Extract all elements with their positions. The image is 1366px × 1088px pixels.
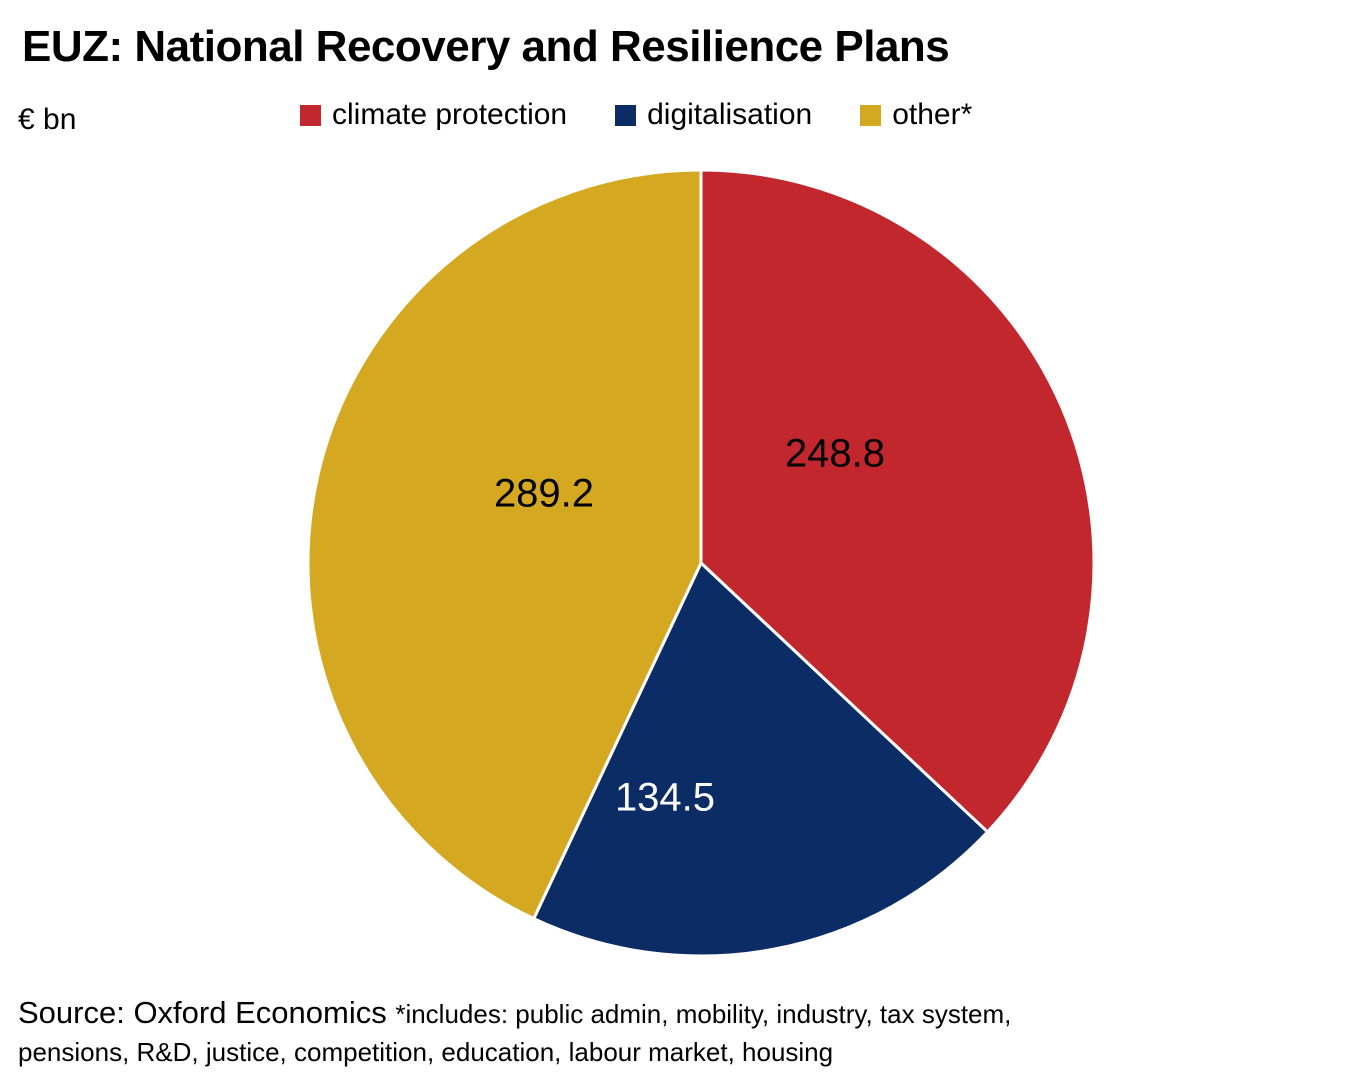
pie-chart-svg — [306, 168, 1096, 958]
legend-item-digitalisation[interactable] — [615, 100, 812, 130]
source-note-line-2: pensions, R&D, justice, competition, education, labour market, housing — [18, 1037, 834, 1067]
legend-item-other[interactable] — [860, 100, 972, 130]
legend-label-digitalisation: digitalisation — [647, 98, 813, 131]
pie-slice-group — [308, 170, 1094, 956]
source-text: Source: Oxford Economics — [18, 995, 387, 1030]
pie-value-label-other-: 289.2 — [493, 471, 595, 516]
chart-legend — [300, 100, 972, 130]
source-line-primary — [18, 995, 1348, 1031]
legend-swatch-climate-protection — [300, 105, 321, 126]
pie-value-label-climate-protection: 248.8 — [784, 431, 886, 476]
pie-value-label-digitalisation: 134.5 — [614, 775, 716, 820]
chart-footer — [18, 995, 1348, 1068]
axis-unit-label: € bn — [18, 103, 77, 136]
legend-swatch-other — [860, 105, 881, 126]
legend-label-climate-protection: climate protection — [332, 98, 568, 131]
pie-chart — [306, 168, 1096, 958]
legend-item-climate-protection[interactable] — [300, 100, 567, 130]
legend-label-other: other* — [892, 98, 973, 131]
legend-swatch-digitalisation — [615, 105, 636, 126]
page-title: EUZ: National Recovery and Resilience Plans — [22, 22, 950, 71]
source-note-line-1: *includes: public admin, mobility, industry, tax system, — [395, 999, 1012, 1029]
